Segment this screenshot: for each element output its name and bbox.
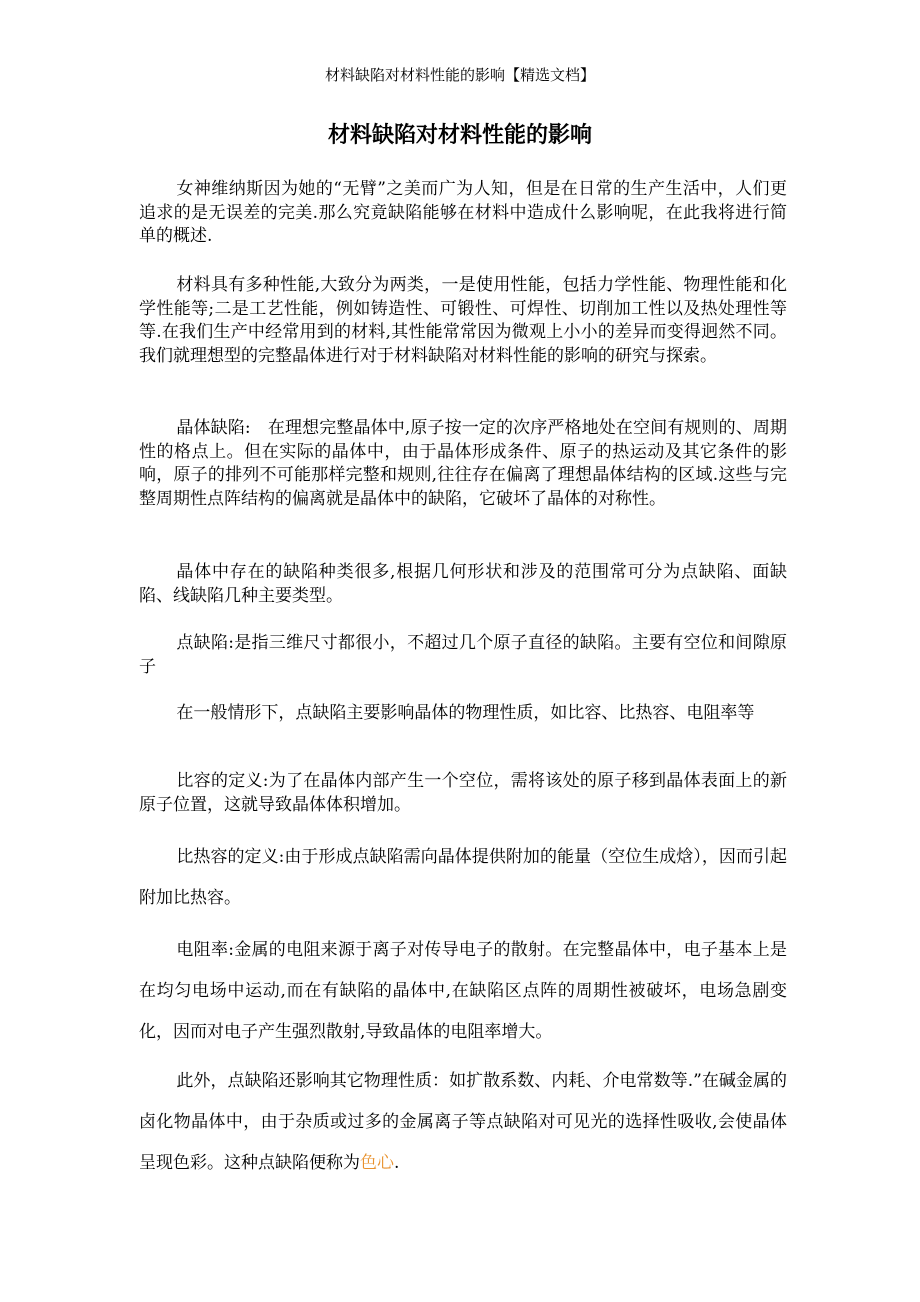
- paragraph-defect-types: 晶体中存在的缺陷种类很多,根据几何形状和涉及的范围常可分为点缺陷、面缺陷、线缺陷几种主要类型。: [139, 562, 787, 606]
- paragraph-specific-volume: 比容的定义:为了在晶体内部产生一个空位，需将该处的原子移到晶体表面上的新原子位置，这就导致晶体体积增加。: [139, 771, 787, 815]
- paragraph-intro: 女神维纳斯因为她的“无臂”之美而广为人知，但是在日常的生产生活中，人们更追求的是无误差的完美.那么究竟缺陷能够在材料中造成什么影响呢，在此我将进行简单的概述.: [139, 179, 787, 246]
- paragraph-specific-heat: 比热容的定义:由于形成点缺陷需向晶体提供附加的能量（空位生成焓），因而引起附加比热容。: [139, 847, 787, 908]
- paragraph-color-center-end: .: [394, 1153, 400, 1173]
- paragraph-color-center-text: 此外，点缺陷还影响其它物理性质：如扩散系数、内耗、介电常数等.”在碱金属的卤化物晶体中，由于杂质或过多的金属离子等点缺陷对可见光的选择性吸收,会使晶体呈现色彩。这种点缺陷便称为: [139, 1071, 787, 1173]
- paragraph-material-properties: 材料具有多种性能,大致分为两类，一是使用性能，包括力学性能、物理性能和化学性能等;二是工艺性能，例如铸造性、可锻性、可焊性、切削加工性以及热处理性等等.在我们生产中经常用到的材料,其性能常常因为微观上小小的差异而变得迥然不同。我们就理想型的完整晶体进行对于材料缺陷对材料性能的影响的研究与探索。: [139, 275, 787, 366]
- paragraph-color-center: [139, 1061, 787, 1184]
- paragraph-crystal-defect: 晶体缺陷: 在理想完整晶体中,原子按一定的次序严格地处在空间有规则的、周期性的格点上。但在实际的晶体中，由于晶体形成条件、原子的热运动及其它条件的影响，原子的排列不可能那样完整和规则,往往存在偏离了理想晶体结构的区域.这些与完整周期性点阵结构的偏离就是晶体中的缺陷，它破坏了晶体的对称性。: [139, 418, 787, 509]
- running-header: 材料缺陷对材料性能的影响【精选文档】: [324, 66, 595, 84]
- paragraph-point-defect: 点缺陷:是指三维尺寸都很小，不超过几个原子直径的缺陷。主要有空位和间隙原子: [139, 633, 787, 677]
- document-title: 材料缺陷对材料性能的影响: [327, 122, 592, 148]
- paragraph-physical-effects: 在一般情形下，点缺陷主要影响晶体的物理性质，如比容、比热容、电阻率等: [176, 703, 755, 723]
- paragraph-resistivity: 电阻率:金属的电阻来源于离子对传导电子的散射。在完整晶体中，电子基本上是在均匀电场中运动,而在有缺陷的晶体中,在缺陷区点阵的周期性被破坏，电场急剧变化，因而对电子产生强烈散射,导致晶体的电阻率增大。: [139, 940, 787, 1042]
- color-center-term: 色心: [360, 1153, 394, 1173]
